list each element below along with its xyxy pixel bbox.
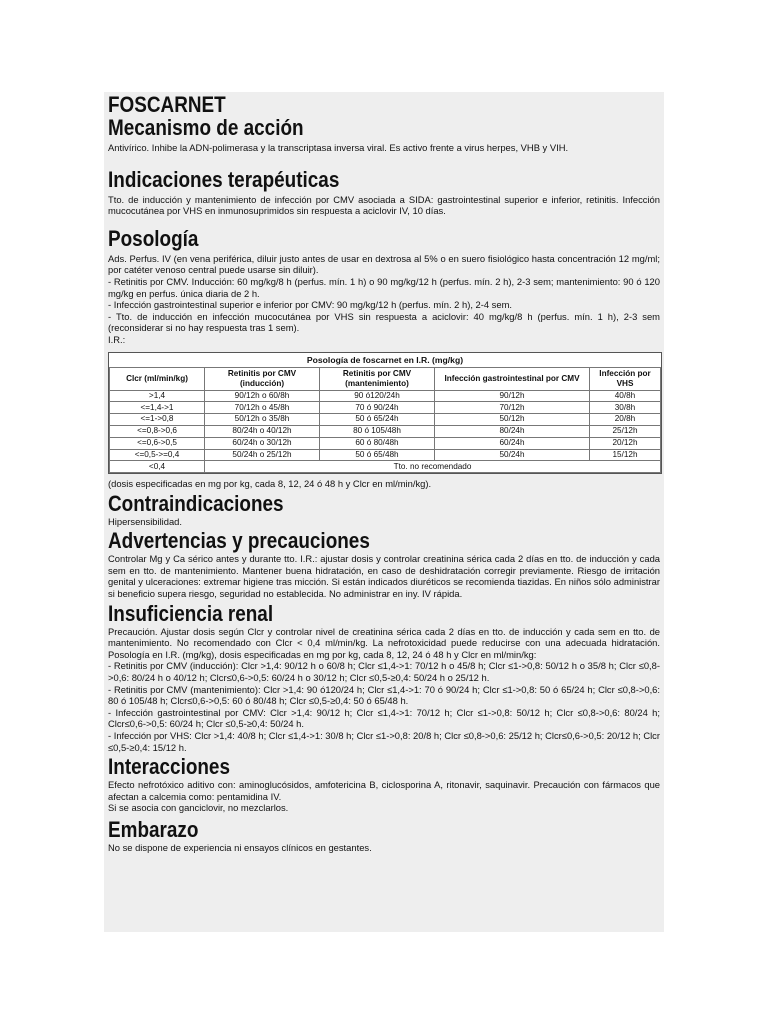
posologia-line: - Infección gastrointestinal superior e inferior por CMV: 90 mg/kg/12 h (perfus. mín. 2 h), 2-4 sem. (108, 299, 512, 311)
table-row (110, 414, 661, 426)
table-cell: 50 ó 65/24h (320, 414, 435, 426)
table-cell: >1,4 (110, 390, 205, 402)
section-heading-interacciones: Interacciones (108, 754, 230, 780)
table-cell: <=0,5->=0,4 (110, 449, 205, 461)
section-text-contraindicaciones: Hipersensibilidad. (108, 515, 182, 527)
table-cell: 80/24h o 40/12h (205, 425, 320, 437)
table-cell: 30/8h (590, 402, 661, 414)
table-cell: <=0,8->0,6 (110, 425, 205, 437)
interacciones-line: Si se asocia con ganciclovir, no mezclarlos. (108, 802, 289, 814)
table-cell: 50/12h o 35/8h (205, 414, 320, 426)
posologia-line: Ads. Perfus. IV (en vena periférica, diluir justo antes de usar en dextrosa al 5% o en suero fisiológico hasta concentración 12 mg/ml; por catéter venoso central puede usarse sin diluir). (108, 252, 660, 276)
posologia-line: - Tto. de inducción en infección mucocutánea por VHS sin respuesta a aciclovir: 40 mg/kg/8 h (perfus. mín. 1 h), 2-3 sem (reconsiderar si no hay respuesta tras 1 sem). (108, 310, 660, 334)
section-heading-advertencias: Advertencias y precauciones (108, 528, 370, 554)
section-heading-posologia: Posología (108, 225, 199, 251)
table-header: Infección gastrointestinal por CMV (435, 367, 590, 390)
table-cell: 80/24h (435, 425, 590, 437)
posologia-lines (108, 253, 660, 346)
table-row (110, 390, 661, 402)
table-cell: 50/24h (435, 449, 590, 461)
interacciones-line: Efecto nefrotóxico aditivo con: aminoglucósidos, amfotericina B, ciclosporina A, ritonavir, saquinavir. Precaución con fármacos que afectan a calcemia como: pentamidina IV. (108, 779, 660, 802)
table-cell: 80 ó 105/48h (320, 425, 435, 437)
table-cell-note: Tto. no recomendado (205, 461, 661, 473)
table-cell: 15/12h (590, 449, 661, 461)
section-text-embarazo: No se dispone de experiencia ni ensayos clínicos en gestantes. (108, 841, 372, 853)
page-title: FOSCARNET (108, 92, 226, 117)
table-header: Infección por VHS (590, 367, 661, 390)
insuficiencia-line: - Infección gastrointestinal por CMV: Clcr >1,4: 90/12 h; Clcr ≤1,4->1: 70/12 h; Clcr ≤1->0,8: 50/12 h; Clcr ≤0,8->0,6: 80/24 h; Clcr≤0,6->0,5: 60/24 h; Clcr ≤0,5-≥0,4: 50/24 h. (108, 706, 660, 730)
posologia-line: I.R.: (108, 333, 126, 345)
table-cell: 50/12h (435, 414, 590, 426)
table-cell: 20/12h (590, 437, 661, 449)
section-text-indicaciones: Tto. de inducción y mantenimiento de infección por CMV asociada a SIDA: gastrointestinal superior e inferior, retinitis. Infección mucocutánea por VHS en inmunosuprimidos sin respuesta a aciclovir IV, 10 días. (108, 193, 660, 217)
table-caption: Posología de foscarnet en I.R. (mg/kg) (306, 354, 464, 365)
table-cell: 50/24h o 25/12h (205, 449, 320, 461)
table-row (110, 425, 661, 437)
table-cell: 40/8h (590, 390, 661, 402)
table-cell: 70/12h o 45/8h (205, 402, 320, 414)
section-text-advertencias: Controlar Mg y Ca sérico antes y durante tto. I.R.: ajustar dosis y controlar creatinina sérica cada 2 días en tto. de inducción y cada sem en tto. de mantenimiento. Mantener buena hidratación, en caso de deshidratación corregir previamente. Riesgo de irritación genital y ulceraciones: extremar higiene tras micción. Si están indicados diuréticos se recomienda tiazidas. En niños sólo administrar si beneficio supera riesgo, seguridad no establecida. No administrar en iny. IV rápida. (108, 553, 660, 600)
table-header: Retinitis por CMV (inducción) (205, 367, 320, 390)
section-heading-mecanismo: Mecanismo de acción (108, 115, 304, 140)
table-cell: 20/8h (590, 414, 661, 426)
section-heading-insuficiencia: Insuficiencia renal (108, 600, 274, 626)
table-cell: 25/12h (590, 425, 661, 437)
section-heading-contraindicaciones: Contraindicaciones (108, 490, 284, 516)
table-row (110, 402, 661, 414)
section-text-insuficiencia: Precaución. Ajustar dosis según Clcr y controlar nivel de creatinina sérica cada 2 días en tto. de inducción y cada sem en tto. de mantenimiento. No recomendado con Clcr < 0,4 ml/min/kg. La nefrotoxicidad puede reducirse con una adecuada hidratación. Posología en I.R. (mg/kg), dosis especificadas en mg por kg, cada 8, 12, 24 ó 48 h y Clcr en ml/min/kg: (108, 625, 660, 660)
table-header: Retinitis por CMV (mantenimiento) (320, 367, 435, 390)
insuficiencia-line: - Retinitis por CMV (mantenimiento): Clcr >1,4: 90 ó120/24 h; Clcr ≤1,4->1: 70 ó 90/24 h; Clcr ≤1->0,8: 50 ó 65/24 h; Clcr ≤0,8->0,6: 80 ó 105/48 h; Clcr≤0,6->0,5: 60 ó 80/48 h; Clcr ≤0,5-≥0,4: 50 ó 65/48 h. (108, 683, 660, 707)
table-header: Clcr (ml/min/kg) (110, 367, 205, 390)
table-cell: <=1,4->1 (110, 402, 205, 414)
table-cell: 60/24h (435, 437, 590, 449)
table-cell: 70/12h (435, 402, 590, 414)
table-cell: <0,4 (110, 461, 205, 473)
section-text-mecanismo: Antivírico. Inhibe la ADN-polimerasa y la transcriptasa inversa viral. Es activo frente a virus herpes, VHB y VIH. (108, 142, 569, 153)
table-row (110, 437, 661, 449)
table-row (110, 461, 661, 473)
posologia-line: - Retinitis por CMV. Inducción: 60 mg/kg/8 h (perfus. mín. 1 h) o 90 mg/kg/12 h (perfus. mín. 2 h), 2-3 sem; mantenimiento: 90 ó 120 mg/kg en perfus. única diaria de 2 h. (108, 275, 660, 299)
table-cell: <=0,6->0,5 (110, 437, 205, 449)
table-header-row (110, 367, 661, 390)
table-cell: 60/24h o 30/12h (205, 437, 320, 449)
dosage-table (108, 352, 662, 475)
table-footnote: (dosis especificadas en mg por kg, cada 8, 12, 24 ó 48 h y Clcr en ml/min/kg). (108, 478, 432, 490)
document-page (104, 92, 664, 932)
table-cell: <=1->0,8 (110, 414, 205, 426)
table-cell: 50 ó 65/48h (320, 449, 435, 461)
table-cell: 90/12h o 60/8h (205, 390, 320, 402)
table-row (110, 449, 661, 461)
table-cell: 90/12h (435, 390, 590, 402)
table-cell: 70 ó 90/24h (320, 402, 435, 414)
insuficiencia-line: - Retinitis por CMV (inducción): Clcr >1,4: 90/12 h o 60/8 h; Clcr ≤1,4->1: 70/12 h o 45/8 h; Clcr ≤1->0,8: 50/12 h o 35/8 h; Clcr ≤0,8->0,6: 80/24 h o 40/12 h; Clcr≤0,6->0,5: 60/24 h o 30/12 h; Clcr ≤0,5-≥0,4: 50/24 h o 25/12 h. (108, 660, 660, 684)
insuficiencia-line: - Infección por VHS: Clcr >1,4: 40/8 h; Clcr ≤1,4->1: 30/8 h; Clcr ≤1->0,8: 20/8 h; Clcr ≤0,8->0,6: 25/12 h; Clcr≤0,6->0,5: 20/12 h; Clcr ≤0,5-≥0,4: 15/12 h. (108, 730, 660, 753)
table-cell: 90 ó120/24h (320, 390, 435, 402)
table-cell: 60 ó 80/48h (320, 437, 435, 449)
section-heading-indicaciones: Indicaciones terapéuticas (108, 166, 340, 192)
section-heading-embarazo: Embarazo (108, 816, 199, 842)
